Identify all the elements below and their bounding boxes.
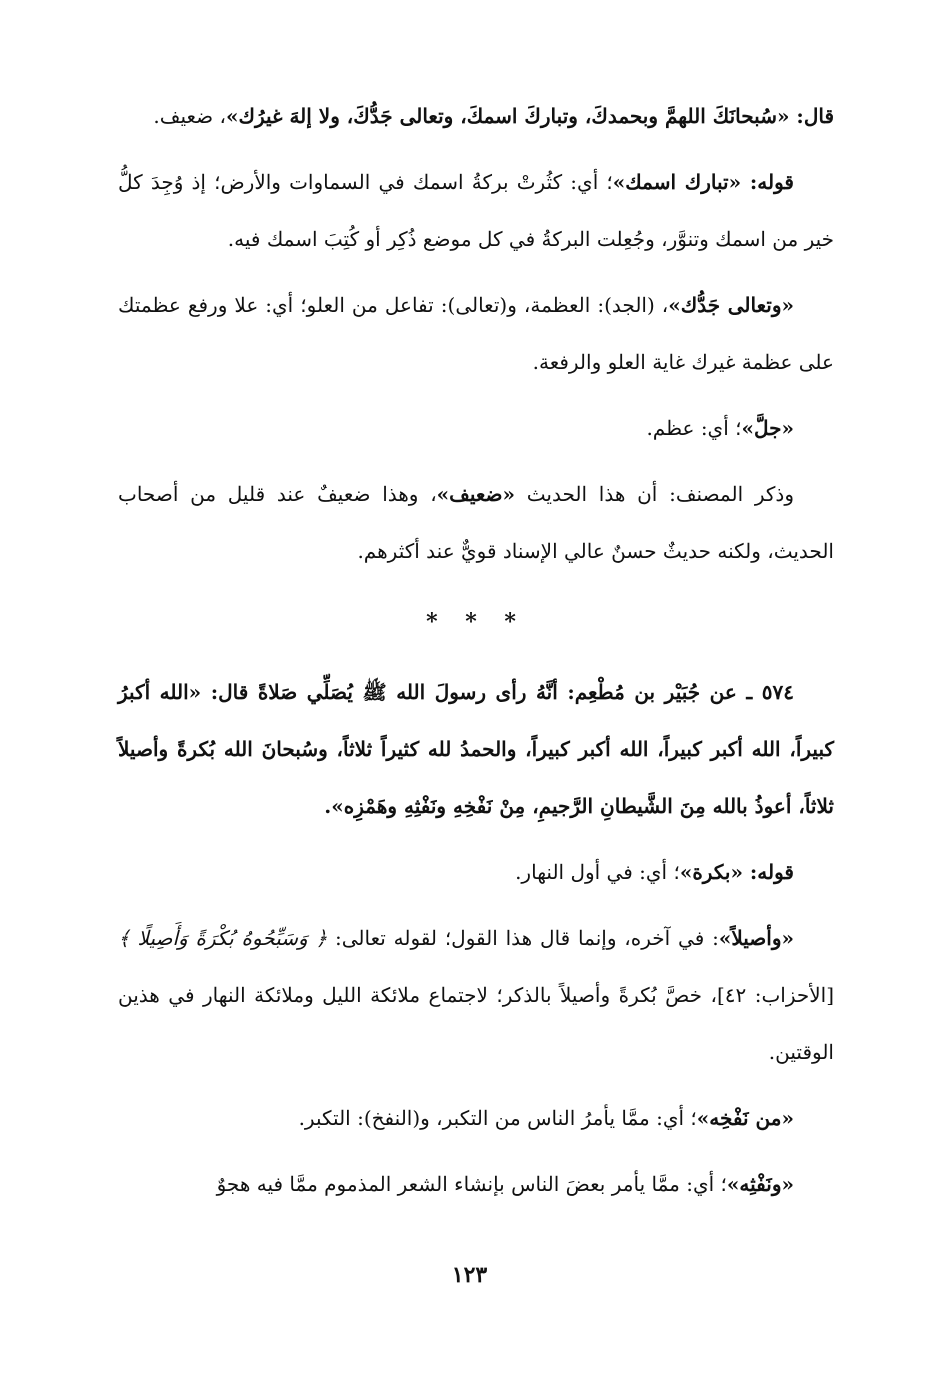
quran-verse: ﴿ وَسَبِّحُوهُ بُكْرَةً وَأَصِيلًا ﴾ [118, 926, 328, 950]
paragraph [118, 466, 834, 580]
page-number: ١٢٣ [451, 1262, 488, 1288]
emphasized-text: «جلَّ» [741, 416, 794, 440]
paragraph [118, 154, 834, 268]
emphasized-text: «من نَفْخِه» [696, 1106, 794, 1130]
paragraph [118, 664, 834, 835]
emphasized-text: قوله: [741, 170, 794, 194]
emphasized-text: قوله: [742, 860, 794, 884]
emphasized-text: «وأصيلاً» [718, 926, 794, 950]
paragraph [118, 277, 834, 391]
emphasized-text: «ضعيف» [436, 482, 516, 506]
emphasized-text: «سُبحانَكَ اللهمَّ وبحمدكَ، وتباركَ اسمكَ، وتعالى جَدُّكَ، ولا إلهَ غيرُك» [225, 104, 790, 128]
paragraph [118, 400, 834, 457]
emphasized-text: «وتعالى جَدُّك» [668, 293, 794, 317]
emphasized-text: «ونَفْثِه» [726, 1172, 794, 1196]
text-segment: [الأحزاب: ٤٢]، خصَّ بُكرةً وأصيلاً بالذكر؛ لاجتماع ملائكة الليل وملائكة النهار في هذين الوقتين. [118, 983, 834, 1064]
text-segment: ؛ أي: كثُرتْ بركةُ اسمك في السماوات والأرض؛ إذ وُجِدَ كلُّ خير من اسمك وتنوَّر، وجُعِلت البركةُ في كل موضع ذُكِر أو كُتِبَ اسمك فيه. [118, 170, 834, 251]
text-segment: : في آخره، وإنما قال هذا القول؛ لقوله تعالى: [327, 926, 719, 950]
paragraph [118, 88, 834, 145]
page-body [118, 88, 834, 1213]
text-segment: ، وهذا ضعيفٌ عند قليل من أصحاب الحديث، ولكنه حديثٌ حسنٌ عالي الإسناد قويٌّ عند أكثرهم. [118, 482, 834, 563]
emphasized-text: «تبارك اسمك» [612, 170, 742, 194]
text-segment: ؛ أي: ممَّا يأمر بعضَ الناس بإنشاء الشعر المذموم ممَّا فيه هجوٌ [216, 1172, 727, 1196]
section-divider: * * * [426, 609, 526, 635]
emphasized-text: ٥٧٤ ـ عن جُبَيْر بن مُطْعِم: أنَّهُ رأى رسولَ الله ﷺ يُصَلِّي صَلاةً قال: «الله أكبرُ كبيراً، الله أكبر كبيراً، الله أكبر كبيراً، والحمدُ لله كثيراً ثلاثاً، وسُبحانَ الله بُكرةً وأصيلاً ثلاثاً، أعوذُ بالله مِنَ الشَّيطانِ الرَّجيمِ، مِنْ نَفْخِهِ ونَفْثِهِ وهَمْزِه». [118, 680, 834, 818]
emphasized-text: «بكرة» [679, 860, 743, 884]
paragraph [118, 1156, 834, 1213]
text-segment: ؛ أي: ممَّا يأمرُ الناس من التكبر، و(النفخ): التكبر. [298, 1106, 697, 1130]
emphasized-text: قال: [789, 104, 834, 128]
paragraph [118, 1090, 834, 1147]
text-segment: وذكر المصنف: أن هذا الحديث [515, 482, 794, 506]
text-segment: ؛ أي: في أول النهار. [515, 860, 680, 884]
paragraph [118, 844, 834, 901]
text-segment: ؛ أي: عظم. [646, 416, 742, 440]
text-segment: ، (الجد): العظمة، و(تعالى): تفاعل من العلو؛ أي: علا ورفع عظمتك على عظمة غيرك غاية العلو والرفعة. [118, 293, 834, 374]
paragraph [118, 910, 834, 1081]
text-segment: ، ضعيف. [153, 104, 226, 128]
